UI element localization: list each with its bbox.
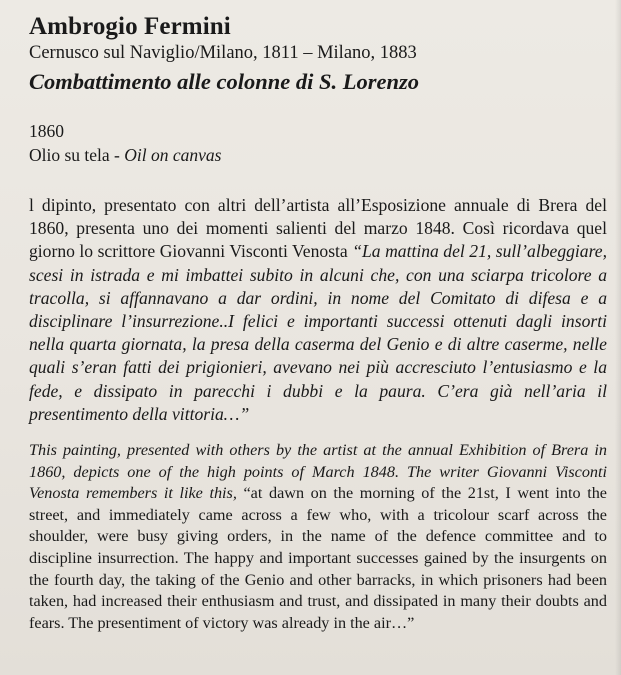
medium-english: Oil on canvas bbox=[124, 145, 222, 165]
medium-italian: Olio su tela - bbox=[29, 145, 125, 165]
artwork-year: 1860 bbox=[29, 121, 64, 141]
artwork-medium bbox=[29, 143, 607, 167]
artist-origin-dates: Cernusco sul Naviglio/Milano, 1811 – Milano, 1883 bbox=[29, 43, 417, 63]
italian-description-intro: l dipinto, presentato con altri dell’artista all’Esposizione annuale di Brera del 1860, presenta uno dei momenti salienti del marzo 1848. Così ricordava quel giorno lo scrittore Giovanni Visconti Venosta bbox=[29, 195, 607, 262]
artwork-title: Combattimento alle colonne di S. Lorenzo bbox=[29, 69, 420, 94]
artist-name: Ambrogio Fermini bbox=[29, 13, 231, 40]
english-description bbox=[29, 440, 607, 634]
italian-description bbox=[29, 194, 607, 426]
panel-edge-shadow bbox=[615, 0, 621, 675]
italian-description-quote: “La mattina del 21, sull’albeggiare, scesi in istrada e mi imbattei subito in alcuni che, con una sciarpa tricolore a tracolla, si affannavano a dar ordini, in nome del Comitato di difesa e a disciplinare l’insurrezione..I felici e importanti successi ottenuti dagli insorti nella quarta giornata, la presa della caserma del Genio e di altre caserme, nelle quali s’eran fatti dei prigionieri, avevano nei più accresciuto l’entusiasmo e la fede, e dissipato in parecchi i dubbi e la paura. C’era già nell’aria il presentimento della vittoria…” bbox=[29, 241, 607, 424]
english-description-intro: This painting, presented with others by the artist at the annual Exhibition of Brera in 1860, depicts one of the high points of March 1848. The writer Giovanni Visconti Venosta remembers it like this, bbox=[29, 441, 607, 503]
english-description-quote: “at dawn on the morning of the 21st, I went into the street, and immediately came across a few who, with a tricolour scarf across the shoulder, were busy giving orders, in the name of the defence committee and to discipline insurrection. The happy and important successes gained by the insurgents on the fourth day, the taking of the Genio and other barracks, in which prisoners had been taken, had increased their enthusiasm and trust, and dissipated in many their doubts and fears. The presentiment of victory was already in the air…” bbox=[29, 484, 607, 632]
